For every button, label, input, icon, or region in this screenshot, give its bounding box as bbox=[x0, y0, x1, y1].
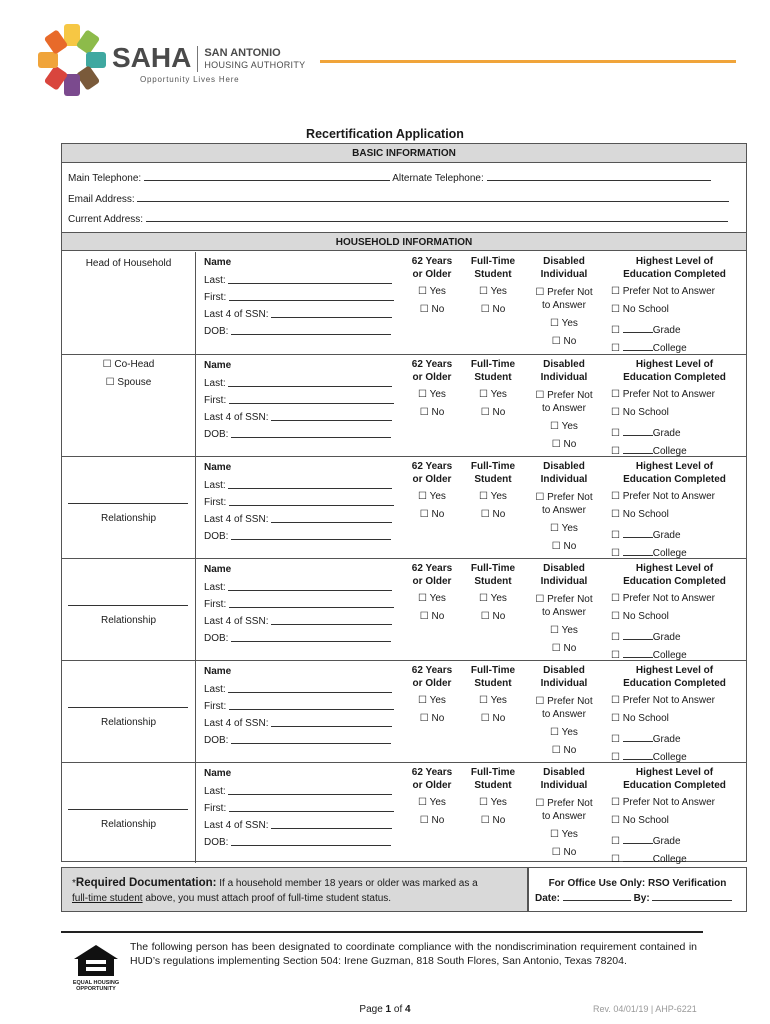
student-header: Full-Time Student bbox=[470, 359, 516, 383]
relationship-field[interactable] bbox=[68, 809, 188, 810]
household-member-row bbox=[62, 354, 746, 456]
member-name-cell bbox=[197, 763, 397, 863]
disabled-no-checkbox[interactable]: ☐ No bbox=[551, 541, 577, 552]
age-yes-checkbox[interactable]: ☐ Yes bbox=[418, 797, 446, 808]
ssn-field[interactable]: Last 4 of SSN: bbox=[204, 716, 394, 733]
office-date-by-fields[interactable]: Date: By: bbox=[535, 891, 740, 906]
disabled-header: Disabled Individual bbox=[540, 461, 588, 485]
first-name-field[interactable]: First: bbox=[204, 290, 394, 307]
ssn-field[interactable]: Last 4 of SSN: bbox=[204, 512, 394, 529]
education-prefer-not-checkbox[interactable]: ☐ Prefer Not to Answer bbox=[611, 491, 716, 502]
member-role-cell bbox=[62, 355, 196, 456]
age-no-checkbox[interactable]: ☐ No bbox=[419, 815, 445, 826]
name-label: Name bbox=[204, 768, 232, 779]
member-role-cell bbox=[62, 252, 196, 354]
dob-field[interactable]: DOB: bbox=[204, 733, 394, 750]
saha-flower-logo-icon bbox=[34, 22, 110, 98]
disabled-prefer-not-checkbox[interactable]: ☐ Prefer Not to Answer bbox=[535, 390, 593, 414]
basic-info-heading: BASIC INFORMATION bbox=[62, 144, 746, 163]
office-use-box bbox=[528, 867, 747, 912]
age-header: 62 Years or Older bbox=[411, 359, 453, 383]
footer-rule bbox=[61, 931, 703, 933]
last-name-field[interactable]: Last: bbox=[204, 784, 394, 801]
education-no-school-checkbox[interactable]: ☐ No School bbox=[611, 713, 669, 724]
disabled-header: Disabled Individual bbox=[540, 359, 588, 383]
education-cell bbox=[603, 661, 746, 762]
student-no-checkbox[interactable]: ☐ No bbox=[480, 407, 506, 418]
education-college-field[interactable]: ☐ College bbox=[611, 343, 687, 354]
page-number: Page 1 of 4 bbox=[359, 1004, 411, 1015]
last-name-field[interactable]: Last: bbox=[204, 580, 394, 597]
education-header: Highest Level of Education Completed bbox=[623, 767, 726, 791]
relationship-field[interactable] bbox=[68, 707, 188, 708]
education-header: Highest Level of Education Completed bbox=[623, 461, 726, 485]
education-college-field[interactable]: ☐ College bbox=[611, 446, 687, 457]
logo-line-1: SAN ANTONIO bbox=[204, 47, 281, 59]
email-field[interactable]: Email Address: bbox=[68, 192, 729, 205]
disabled-prefer-not-checkbox[interactable]: ☐ Prefer Not to Answer bbox=[535, 492, 593, 516]
student-no-checkbox[interactable]: ☐ No bbox=[480, 304, 506, 315]
disabled-header: Disabled Individual bbox=[540, 767, 588, 791]
logo-line-2: HOUSING AUTHORITY bbox=[204, 60, 306, 70]
education-prefer-not-checkbox[interactable]: ☐ Prefer Not to Answer bbox=[611, 389, 716, 400]
age-header: 62 Years or Older bbox=[411, 461, 453, 485]
first-name-field[interactable]: First: bbox=[204, 495, 394, 512]
ssn-field[interactable]: Last 4 of SSN: bbox=[204, 614, 394, 631]
age-header: 62 Years or Older bbox=[411, 563, 453, 587]
member-role-cell bbox=[62, 661, 196, 762]
first-name-field[interactable]: First: bbox=[204, 393, 394, 410]
relationship-label: Relationship bbox=[100, 615, 157, 626]
disabled-yes-checkbox[interactable]: ☐ Yes bbox=[550, 318, 578, 329]
member-name-cell bbox=[197, 252, 397, 354]
student-cell bbox=[461, 252, 525, 354]
revision-label: Rev. 04/01/19 | AHP-6221 bbox=[593, 1004, 697, 1014]
relationship-label: Relationship bbox=[100, 819, 157, 830]
student-header: Full-Time Student bbox=[470, 665, 516, 689]
relationship-label: Relationship bbox=[100, 717, 157, 728]
household-rows bbox=[62, 252, 746, 863]
dob-field[interactable]: DOB: bbox=[204, 427, 394, 444]
name-label: Name bbox=[204, 666, 232, 677]
education-grade-field[interactable]: ☐ Grade bbox=[611, 428, 681, 439]
header-rule bbox=[320, 60, 736, 63]
age-62-cell bbox=[403, 252, 461, 354]
disabled-cell bbox=[525, 661, 603, 762]
full-time-student-link: full-time student bbox=[72, 893, 143, 904]
education-no-school-checkbox[interactable]: ☐ No School bbox=[611, 611, 669, 622]
relationship-label: Relationship bbox=[100, 513, 157, 524]
section-504-notice: The following person has been designated to coordinate compliance with the nondiscrimination requirement contained in HUD’s regulations implementing Section 504: Irene Guzman, 818 South Flores, San Antonio, Texas 78204. bbox=[130, 941, 697, 967]
disabled-cell bbox=[525, 559, 603, 660]
member-name-cell bbox=[197, 661, 397, 762]
disabled-header: Disabled Individual bbox=[540, 256, 588, 280]
age-no-checkbox[interactable]: ☐ No bbox=[419, 509, 445, 520]
disabled-cell bbox=[525, 355, 603, 456]
logo-wordmark bbox=[112, 44, 305, 72]
age-yes-checkbox[interactable]: ☐ Yes bbox=[418, 286, 446, 297]
education-prefer-not-checkbox[interactable]: ☐ Prefer Not to Answer bbox=[611, 695, 716, 706]
age-62-cell bbox=[403, 457, 461, 558]
name-label: Name bbox=[204, 360, 232, 371]
student-no-checkbox[interactable]: ☐ No bbox=[480, 611, 506, 622]
student-yes-checkbox[interactable]: ☐ Yes bbox=[479, 286, 507, 297]
required-documentation-box: *Required Documentation: If a household member 18 years or older was marked as a full-time student above, you must attach proof of full-time student status. bbox=[61, 867, 528, 912]
member-name-cell bbox=[197, 355, 397, 456]
student-header: Full-Time Student bbox=[470, 461, 516, 485]
household-info-heading: HOUSEHOLD INFORMATION bbox=[62, 232, 746, 251]
household-member-row bbox=[62, 762, 746, 863]
age-header: 62 Years or Older bbox=[411, 767, 453, 791]
disabled-yes-checkbox[interactable]: ☐ Yes bbox=[550, 421, 578, 432]
student-yes-checkbox[interactable]: ☐ Yes bbox=[479, 593, 507, 604]
ssn-field[interactable]: Last 4 of SSN: bbox=[204, 818, 394, 835]
student-header: Full-Time Student bbox=[470, 256, 516, 280]
student-yes-checkbox[interactable]: ☐ Yes bbox=[479, 695, 507, 706]
dob-field[interactable]: DOB: bbox=[204, 835, 394, 852]
disabled-yes-checkbox[interactable]: ☐ Yes bbox=[550, 523, 578, 534]
age-62-cell bbox=[403, 763, 461, 863]
member-role-cell bbox=[62, 763, 196, 863]
dob-field[interactable]: DOB: bbox=[204, 631, 394, 648]
household-member-row bbox=[62, 252, 746, 354]
disabled-header: Disabled Individual bbox=[540, 665, 588, 689]
student-no-checkbox[interactable]: ☐ No bbox=[480, 815, 506, 826]
student-yes-checkbox[interactable]: ☐ Yes bbox=[479, 797, 507, 808]
age-62-cell bbox=[403, 661, 461, 762]
age-no-checkbox[interactable]: ☐ No bbox=[419, 713, 445, 724]
student-no-checkbox[interactable]: ☐ No bbox=[480, 509, 506, 520]
education-grade-field[interactable]: ☐ Grade bbox=[611, 325, 681, 336]
disabled-cell bbox=[525, 763, 603, 863]
first-name-field[interactable]: First: bbox=[204, 597, 394, 614]
education-college-field[interactable]: ☐ College bbox=[611, 854, 687, 865]
student-cell bbox=[461, 763, 525, 863]
dob-field[interactable]: DOB: bbox=[204, 324, 394, 341]
education-prefer-not-checkbox[interactable]: ☐ Prefer Not to Answer bbox=[611, 286, 716, 297]
age-no-checkbox[interactable]: ☐ No bbox=[419, 407, 445, 418]
age-62-cell bbox=[403, 355, 461, 456]
last-name-field[interactable]: Last: bbox=[204, 273, 394, 290]
student-cell bbox=[461, 355, 525, 456]
education-cell bbox=[603, 457, 746, 558]
application-form bbox=[61, 143, 747, 865]
student-header: Full-Time Student bbox=[470, 563, 516, 587]
education-grade-field[interactable]: ☐ Grade bbox=[611, 836, 681, 847]
co-head-checkbox[interactable]: ☐ Co-Head bbox=[102, 359, 155, 370]
education-no-school-checkbox[interactable]: ☐ No School bbox=[611, 304, 669, 315]
age-62-cell bbox=[403, 559, 461, 660]
disabled-yes-checkbox[interactable]: ☐ Yes bbox=[550, 625, 578, 636]
ssn-field[interactable]: Last 4 of SSN: bbox=[204, 410, 394, 427]
student-cell bbox=[461, 661, 525, 762]
household-member-row bbox=[62, 558, 746, 660]
education-college-field[interactable]: ☐ College bbox=[611, 548, 687, 559]
first-name-field[interactable]: First: bbox=[204, 801, 394, 818]
education-header: Highest Level of Education Completed bbox=[623, 563, 726, 587]
education-cell bbox=[603, 252, 746, 354]
dob-field[interactable]: DOB: bbox=[204, 529, 394, 546]
name-label: Name bbox=[204, 564, 232, 575]
age-no-checkbox[interactable]: ☐ No bbox=[419, 304, 445, 315]
first-name-field[interactable]: First: bbox=[204, 699, 394, 716]
disabled-yes-checkbox[interactable]: ☐ Yes bbox=[550, 727, 578, 738]
disabled-header: Disabled Individual bbox=[540, 563, 588, 587]
disabled-no-checkbox[interactable]: ☐ No bbox=[551, 336, 577, 347]
household-member-row bbox=[62, 456, 746, 558]
last-name-field[interactable]: Last: bbox=[204, 682, 394, 699]
education-cell bbox=[603, 355, 746, 456]
education-no-school-checkbox[interactable]: ☐ No School bbox=[611, 407, 669, 418]
disabled-prefer-not-checkbox[interactable]: ☐ Prefer Not to Answer bbox=[535, 287, 593, 311]
last-name-field[interactable]: Last: bbox=[204, 376, 394, 393]
student-no-checkbox[interactable]: ☐ No bbox=[480, 713, 506, 724]
disabled-prefer-not-checkbox[interactable]: ☐ Prefer Not to Answer bbox=[535, 696, 593, 720]
disabled-cell bbox=[525, 457, 603, 558]
name-label: Name bbox=[204, 257, 232, 268]
age-header: 62 Years or Older bbox=[411, 256, 453, 280]
relationship-field[interactable] bbox=[68, 605, 188, 606]
education-header: Highest Level of Education Completed bbox=[623, 256, 726, 280]
age-no-checkbox[interactable]: ☐ No bbox=[419, 611, 445, 622]
member-name-cell bbox=[197, 457, 397, 558]
spouse-checkbox[interactable]: ☐ Spouse bbox=[105, 377, 152, 388]
disabled-prefer-not-checkbox[interactable]: ☐ Prefer Not to Answer bbox=[535, 798, 593, 822]
education-header: Highest Level of Education Completed bbox=[623, 359, 726, 383]
household-member-row bbox=[62, 660, 746, 762]
education-cell bbox=[603, 559, 746, 660]
required-doc-label: Required Documentation: bbox=[75, 877, 217, 889]
head-of-household-label: Head of Household bbox=[85, 258, 172, 269]
disabled-prefer-not-checkbox[interactable]: ☐ Prefer Not to Answer bbox=[535, 594, 593, 618]
office-use-title: For Office Use Only: RSO Verification bbox=[548, 878, 727, 889]
education-cell bbox=[603, 763, 746, 863]
student-yes-checkbox[interactable]: ☐ Yes bbox=[479, 491, 507, 502]
education-header: Highest Level of Education Completed bbox=[623, 665, 726, 689]
student-header: Full-Time Student bbox=[470, 767, 516, 791]
education-grade-field[interactable]: ☐ Grade bbox=[611, 632, 681, 643]
disabled-cell bbox=[525, 252, 603, 354]
disabled-yes-checkbox[interactable]: ☐ Yes bbox=[550, 829, 578, 840]
last-name-field[interactable]: Last: bbox=[204, 478, 394, 495]
disabled-no-checkbox[interactable]: ☐ No bbox=[551, 847, 577, 858]
education-grade-field[interactable]: ☐ Grade bbox=[611, 530, 681, 541]
education-college-field[interactable]: ☐ College bbox=[611, 650, 687, 661]
member-role-cell bbox=[62, 559, 196, 660]
age-header: 62 Years or Older bbox=[411, 665, 453, 689]
education-prefer-not-checkbox[interactable]: ☐ Prefer Not to Answer bbox=[611, 797, 716, 808]
member-role-cell bbox=[62, 457, 196, 558]
main-telephone-field[interactable]: Main Telephone: Alternate Telephone: bbox=[68, 171, 711, 184]
ssn-field[interactable]: Last 4 of SSN: bbox=[204, 307, 394, 324]
education-grade-field[interactable]: ☐ Grade bbox=[611, 734, 681, 745]
disabled-no-checkbox[interactable]: ☐ No bbox=[551, 439, 577, 450]
education-prefer-not-checkbox[interactable]: ☐ Prefer Not to Answer bbox=[611, 593, 716, 604]
education-no-school-checkbox[interactable]: ☐ No School bbox=[611, 815, 669, 826]
education-no-school-checkbox[interactable]: ☐ No School bbox=[611, 509, 669, 520]
equal-housing-icon bbox=[71, 943, 121, 977]
logo-short: SAHA bbox=[112, 42, 192, 73]
age-yes-checkbox[interactable]: ☐ Yes bbox=[418, 695, 446, 706]
student-cell bbox=[461, 559, 525, 660]
member-name-cell bbox=[197, 559, 397, 660]
age-yes-checkbox[interactable]: ☐ Yes bbox=[418, 389, 446, 400]
name-label: Name bbox=[204, 462, 232, 473]
education-college-field[interactable]: ☐ College bbox=[611, 752, 687, 763]
relationship-field[interactable] bbox=[68, 503, 188, 504]
tagline: Opportunity Lives Here bbox=[140, 75, 240, 84]
disabled-no-checkbox[interactable]: ☐ No bbox=[551, 745, 577, 756]
page-title: Recertification Application bbox=[306, 127, 464, 141]
disabled-no-checkbox[interactable]: ☐ No bbox=[551, 643, 577, 654]
student-cell bbox=[461, 457, 525, 558]
age-yes-checkbox[interactable]: ☐ Yes bbox=[418, 593, 446, 604]
equal-housing-logo: EQUAL HOUSING OPPORTUNITY bbox=[71, 943, 121, 992]
address-field[interactable]: Current Address: bbox=[68, 212, 728, 225]
student-yes-checkbox[interactable]: ☐ Yes bbox=[479, 389, 507, 400]
page-header bbox=[0, 0, 770, 110]
age-yes-checkbox[interactable]: ☐ Yes bbox=[418, 491, 446, 502]
